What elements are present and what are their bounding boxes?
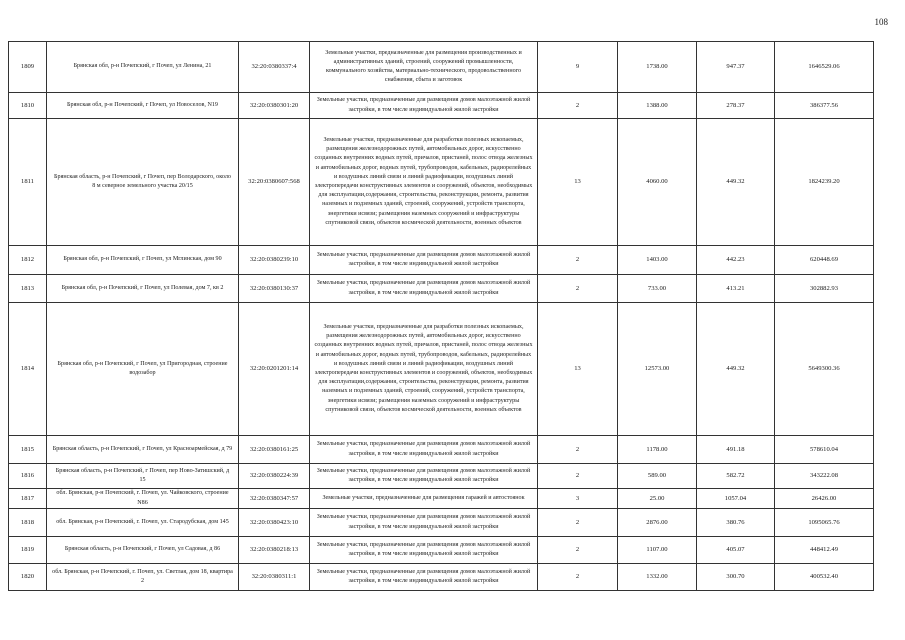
row-permitted-use: Земельные участки, предназначенные для размещения домов малоэтажной жилой застройки, в том числе индивидуальной жилой застройки (310, 275, 538, 303)
row-number: 1819 (9, 537, 47, 564)
row-unit-price: 449.32 (697, 303, 775, 436)
row-area: 4060.00 (618, 119, 697, 246)
table-row (9, 489, 874, 509)
row-unit-price: 947.37 (697, 42, 775, 93)
row-cadastral-number: 32:20:0380161:25 (239, 436, 310, 464)
row-address: Брянская обл, р-н Почепский, г Почеп, ул Мглинская, дом 90 (47, 246, 239, 275)
row-area: 12573.00 (618, 303, 697, 436)
row-cadastral-value: 26426.00 (775, 489, 874, 509)
row-cadastral-value: 302882.93 (775, 275, 874, 303)
row-cadastral-value: 5649300.36 (775, 303, 874, 436)
row-number: 1818 (9, 509, 47, 537)
row-unit-price: 300.70 (697, 564, 775, 591)
row-cadastral-value: 343222.08 (775, 464, 874, 489)
table-row (9, 119, 874, 246)
row-cadastral-number: 32:20:0380218:13 (239, 537, 310, 564)
row-address: Брянская обл, р-н Почепский, г Почеп, ул Новоселов, N19 (47, 93, 239, 119)
row-address: Брянская обл, р-н Почепский, г Почеп, ул Полевая, дом 7, кв 2 (47, 275, 239, 303)
row-unit-price: 413.21 (697, 275, 775, 303)
row-address: Брянская область, р-н Почепский, г Почеп, ул Садовая, д 86 (47, 537, 239, 564)
row-permitted-use: Земельные участки, предназначенные для размещения домов малоэтажной жилой застройки, в том числе индивидуальной жилой застройки (310, 509, 538, 537)
row-address: Брянская область, р-н Почепский, г Почеп, пер Ново-Затишский, д 15 (47, 464, 239, 489)
row-address: Брянская область, р-н Почепский, г Почеп, ул Красноармейская, д 79 (47, 436, 239, 464)
table-row (9, 93, 874, 119)
row-cadastral-number: 32:20:0380239:10 (239, 246, 310, 275)
row-unit-price: 449.32 (697, 119, 775, 246)
row-cadastral-value: 1824239.20 (775, 119, 874, 246)
row-number: 1814 (9, 303, 47, 436)
row-unit-price: 442.23 (697, 246, 775, 275)
row-category: 2 (538, 436, 618, 464)
row-address: обл. Брянская, р-н Почепский, г. Почеп, ул. Чайковского, строение N86 (47, 489, 239, 509)
row-area: 25.00 (618, 489, 697, 509)
row-number: 1813 (9, 275, 47, 303)
row-area: 733.00 (618, 275, 697, 303)
row-number: 1810 (9, 93, 47, 119)
row-cadastral-number: 32:20:0380423:10 (239, 509, 310, 537)
row-area: 1388.00 (618, 93, 697, 119)
row-category: 3 (538, 489, 618, 509)
row-number: 1815 (9, 436, 47, 464)
row-unit-price: 582.72 (697, 464, 775, 489)
row-area: 1738.00 (618, 42, 697, 93)
row-cadastral-number: 32:20:0380347:57 (239, 489, 310, 509)
row-number: 1816 (9, 464, 47, 489)
row-cadastral-number: 32:20:0380337:4 (239, 42, 310, 93)
table-row (9, 464, 874, 489)
row-unit-price: 278.37 (697, 93, 775, 119)
row-address: Брянская область, р-н Почепский, г Почеп, пер Володарского, около 8 м северное земельного участка 20/15 (47, 119, 239, 246)
row-unit-price: 405.07 (697, 537, 775, 564)
row-category: 2 (538, 464, 618, 489)
row-area: 1107.00 (618, 537, 697, 564)
row-address: обл. Брянская, р-н Почепский, г. Почеп, ул. Стародубская, дом 145 (47, 509, 239, 537)
table-row (9, 436, 874, 464)
row-unit-price: 491.18 (697, 436, 775, 464)
row-unit-price: 380.76 (697, 509, 775, 537)
row-area: 2876.00 (618, 509, 697, 537)
table-row (9, 564, 874, 591)
row-area: 589.00 (618, 464, 697, 489)
row-permitted-use: Земельные участки, предназначенные для размещения домов малоэтажной жилой застройки, в том числе индивидуальной жилой застройки (310, 436, 538, 464)
row-permitted-use: Земельные участки, предназначенные для размещения производственных и административных зданий, строений, сооружений промышленности, коммунального хозяйства, материально-технического, продовольственного снабжения, сбыта и заготовок (310, 42, 538, 93)
table-row (9, 537, 874, 564)
row-area: 1403.00 (618, 246, 697, 275)
row-cadastral-value: 400532.40 (775, 564, 874, 591)
row-category: 13 (538, 119, 618, 246)
row-permitted-use: Земельные участки, предназначенные для размещения гаражей и автостоянок (310, 489, 538, 509)
row-number: 1809 (9, 42, 47, 93)
row-permitted-use: Земельные участки, предназначенные для размещения домов малоэтажной жилой застройки, в том числе индивидуальной жилой застройки (310, 246, 538, 275)
row-category: 2 (538, 246, 618, 275)
row-area: 1332.00 (618, 564, 697, 591)
table-row (9, 42, 874, 93)
row-area: 1178.00 (618, 436, 697, 464)
row-address: Брянская обл, р-н Почепский, г Почеп, ул Ленина, 21 (47, 42, 239, 93)
row-number: 1811 (9, 119, 47, 246)
row-permitted-use: Земельные участки, предназначенные для размещения домов малоэтажной жилой застройки, в том числе индивидуальной жилой застройки (310, 464, 538, 489)
row-address: Брянская обл, р-н Почепский, г Почеп, ул Пригородная, строение водозабор (47, 303, 239, 436)
page-number: 108 (874, 17, 888, 27)
row-category: 2 (538, 564, 618, 591)
row-number: 1820 (9, 564, 47, 591)
cadastral-value-table (8, 41, 874, 591)
row-cadastral-number: 32:20:0380311:1 (239, 564, 310, 591)
row-address: обл. Брянская, р-н Почепский, г. Почеп, ул. Светлая, дом 18, квартира 2 (47, 564, 239, 591)
row-category: 2 (538, 537, 618, 564)
row-unit-price: 1057.04 (697, 489, 775, 509)
row-cadastral-value: 578610.04 (775, 436, 874, 464)
table-row (9, 303, 874, 436)
table-row (9, 275, 874, 303)
row-cadastral-number: 32:20:0380301:20 (239, 93, 310, 119)
row-cadastral-number: 32:20:0201201:14 (239, 303, 310, 436)
row-category: 2 (538, 509, 618, 537)
row-category: 9 (538, 42, 618, 93)
table-row (9, 246, 874, 275)
row-permitted-use: Земельные участки, предназначенные для размещения домов малоэтажной жилой застройки, в том числе индивидуальной жилой застройки (310, 537, 538, 564)
row-category: 2 (538, 275, 618, 303)
row-number: 1812 (9, 246, 47, 275)
row-cadastral-number: 32:20:0380224:39 (239, 464, 310, 489)
row-permitted-use: Земельные участки, предназначенные для размещения домов малоэтажной жилой застройки, в том числе индивидуальной жилой застройки (310, 564, 538, 591)
row-cadastral-value: 386377.56 (775, 93, 874, 119)
row-number: 1817 (9, 489, 47, 509)
row-category: 2 (538, 93, 618, 119)
row-cadastral-value: 448412.49 (775, 537, 874, 564)
row-cadastral-value: 1095065.76 (775, 509, 874, 537)
row-permitted-use: Земельные участки, предназначенные для разработки полезных ископаемых, размещения железнодорожных путей, автомобильных дорог, искусственно созданных внутренних водных путей, причалов, пристаней, полос отвода железных и автомобильных дорог, водных путей, трубопроводов, кабельных, радиорелейных и воздушных линий связи и линий радиофикации, воздушных линий электропередачи конструктивных элементов и сооружений, объектов, необходимых для эксплуатации,содержания, строительства, реконструкции, ремонта, развития наземных и подземных зданий, строений, сооружений, устройств транспорта, энергетики исвязи; размещения наземных сооружений и инфраструктуры спутниковой связи, объектов космической деятельности, военных объектов (310, 303, 538, 436)
row-permitted-use: Земельные участки, предназначенные для разработки полезных ископаемых, размещения железнодорожных путей, автомобильных дорог, искусственно созданных внутренних водных путей, причалов, пристаней, полос отвода железных и автомобильных дорог, водных путей, трубопроводов, кабельных, радиорелейных и воздушных линий связи и линий радиофикации, воздушных линий электропередачи конструктивных элементов и сооружений, объектов, необходимых для эксплуатации,содержания, строительства, реконструкции, ремонта, развития наземных и подземных зданий, строений, сооружений, устройств транспорта, энергетики исвязи; размещения наземных сооружений и инфраструктуры спутниковой связи, объектов космической деятельности, военных объектов (310, 119, 538, 246)
row-cadastral-number: 32:20:0380130:37 (239, 275, 310, 303)
row-cadastral-value: 620448.69 (775, 246, 874, 275)
row-permitted-use: Земельные участки, предназначенные для размещения домов малоэтажной жилой застройки, в том числе индивидуальной жилой застройки (310, 93, 538, 119)
row-cadastral-value: 1646529.06 (775, 42, 874, 93)
table-row (9, 509, 874, 537)
row-cadastral-number: 32:20:0380607:568 (239, 119, 310, 246)
row-category: 13 (538, 303, 618, 436)
